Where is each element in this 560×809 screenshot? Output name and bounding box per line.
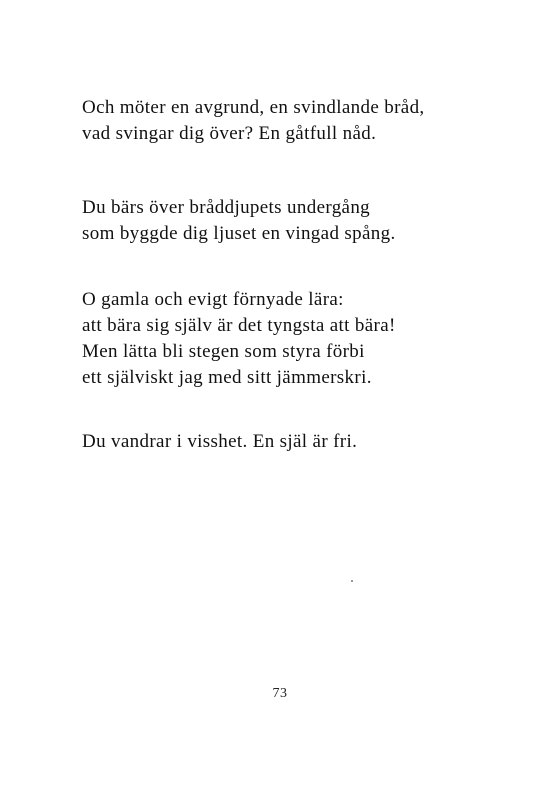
poem-line: Du vandrar i visshet. En själ är fri. bbox=[82, 431, 358, 452]
poem-line: som byggde dig ljuset en vingad spång. bbox=[82, 223, 396, 244]
poem-line: att bära sig själv är det tyngsta att bära! bbox=[82, 315, 396, 336]
poem-line: O gamla och evigt förnyade lära: bbox=[82, 289, 344, 310]
poem-line: ett själviskt jag med sitt jämmerskri. bbox=[82, 367, 372, 388]
poem-line: vad svingar dig över? En gåtfull nåd. bbox=[82, 123, 377, 144]
print-speck bbox=[351, 580, 353, 582]
page-number: 73 bbox=[272, 686, 288, 701]
stanza-1 bbox=[82, 95, 502, 147]
poem-line: Du bärs över bråddjupets undergång bbox=[82, 197, 371, 218]
stanza-2 bbox=[82, 195, 502, 247]
poem-line: Och möter en avgrund, en svindlande bråd, bbox=[82, 97, 425, 118]
stanza-3 bbox=[82, 287, 502, 391]
poem-line: Men lätta bli stegen som styra förbi bbox=[82, 341, 365, 362]
stanza-4 bbox=[82, 429, 502, 455]
